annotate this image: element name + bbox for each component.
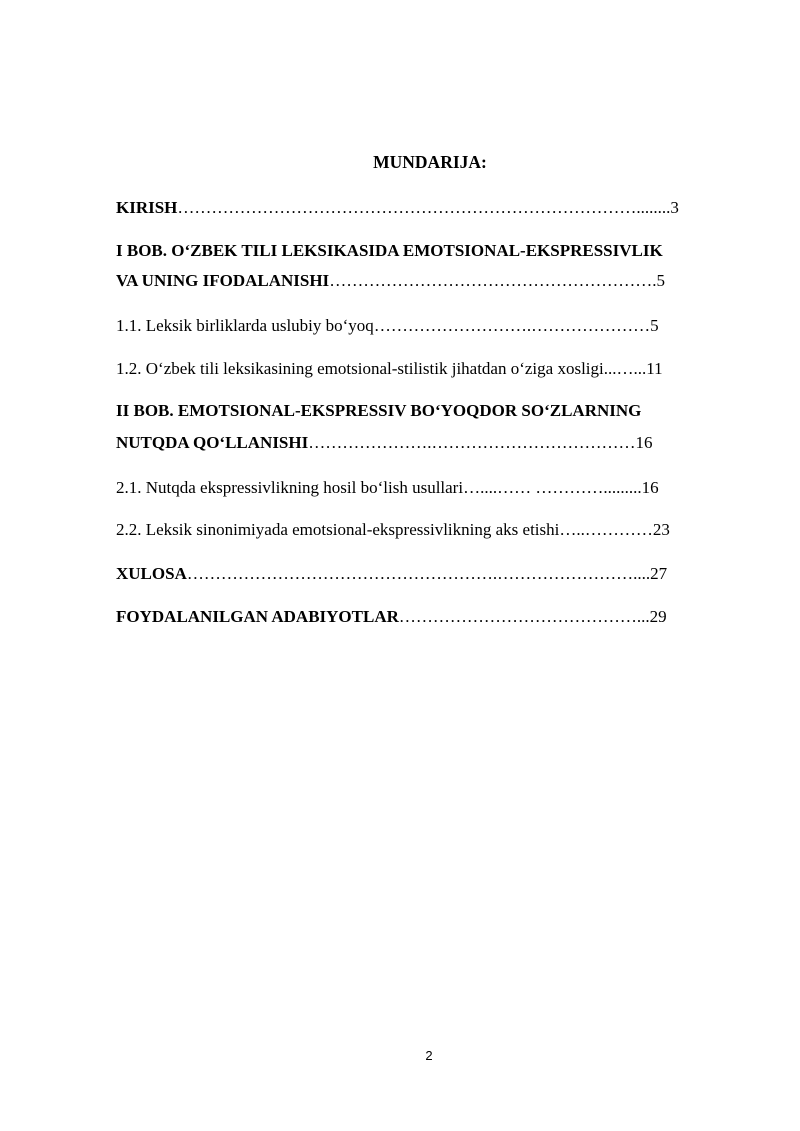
toc-page-number: 11 — [646, 359, 663, 378]
toc-leader: ………………………………………………………………………........ — [177, 198, 671, 217]
toc-page-number: 5 — [650, 316, 659, 335]
toc-leader: ……………………….………………… — [373, 316, 651, 335]
toc-page-number: 23 — [652, 520, 670, 539]
toc-entry-section-1-2 — [116, 358, 663, 380]
toc-page-number: .5 — [652, 271, 665, 290]
toc-entry-text: 2.2. Leksik sinonimiyada emotsional-ekspressivlikning aks etishi — [116, 520, 560, 539]
toc-page-number: 3 — [670, 198, 679, 217]
toc-entry-chapter-1-line-2 — [116, 270, 665, 292]
toc-page-number: 16 — [641, 478, 659, 497]
toc-entry-kirish — [116, 197, 679, 219]
page-number: 2 — [425, 1048, 433, 1063]
toc-entry-text: 2.1. Nutqda ekspressivlikning hosil bo‘lish usullari — [116, 478, 464, 497]
toc-entry-chapter-2-line-1 — [116, 400, 641, 422]
toc-entry-chapter-1-line-1 — [116, 240, 663, 262]
toc-leader: ……………………………………. — [398, 607, 642, 626]
toc-title: MUNDARIJA: — [373, 152, 487, 172]
toc-entry-text: I BOB. O‘ZBEK TILI LEKSIKASIDA EMOTSIONAL-EKSPRESSIVLIK — [116, 241, 663, 260]
toc-entry-text: NUTQDA QO‘LLANISHI — [116, 433, 309, 452]
toc-entry-chapter-2-line-2 — [116, 432, 652, 454]
toc-leader: ………………….……………………………… — [308, 433, 636, 452]
toc-leader: ……………………………………………….…………………….... — [186, 564, 651, 583]
toc-entry-conclusion — [116, 563, 667, 585]
toc-entry-text: FOYDALANILGAN ADABIYOTLAR — [116, 607, 399, 626]
toc-entry-section-1-1 — [116, 315, 659, 337]
toc-entry-text: VA UNING IFODALANISHI — [116, 271, 330, 290]
toc-page-number: 27 — [650, 564, 668, 583]
toc-entry-text: 1.2. O‘zbek tili leksikasining emotsional-stilistik jihatdan o‘ziga xosligi — [116, 359, 604, 378]
toc-entry-section-2-2 — [116, 519, 670, 541]
toc-page-number: ..29 — [641, 607, 667, 626]
toc-leader: …..………… — [559, 520, 653, 539]
toc-entry-text: KIRISH — [116, 198, 178, 217]
toc-page-number: 16 — [635, 433, 653, 452]
toc-leader: …....…… …………......... — [463, 478, 642, 497]
toc-entry-text: II BOB. EMOTSIONAL-EKSPRESSIV BO‘YOQDOR SO‘ZLARNING — [116, 401, 642, 420]
toc-entry-bibliography — [116, 606, 667, 628]
toc-leader: ………………………………………………… — [329, 271, 653, 290]
toc-leader: ...…... — [603, 359, 647, 378]
toc-entry-section-2-1 — [116, 477, 659, 499]
toc-entry-text: XULOSA — [116, 564, 187, 583]
toc-entry-text: 1.1. Leksik birliklarda uslubiy bo‘yoq — [116, 316, 374, 335]
